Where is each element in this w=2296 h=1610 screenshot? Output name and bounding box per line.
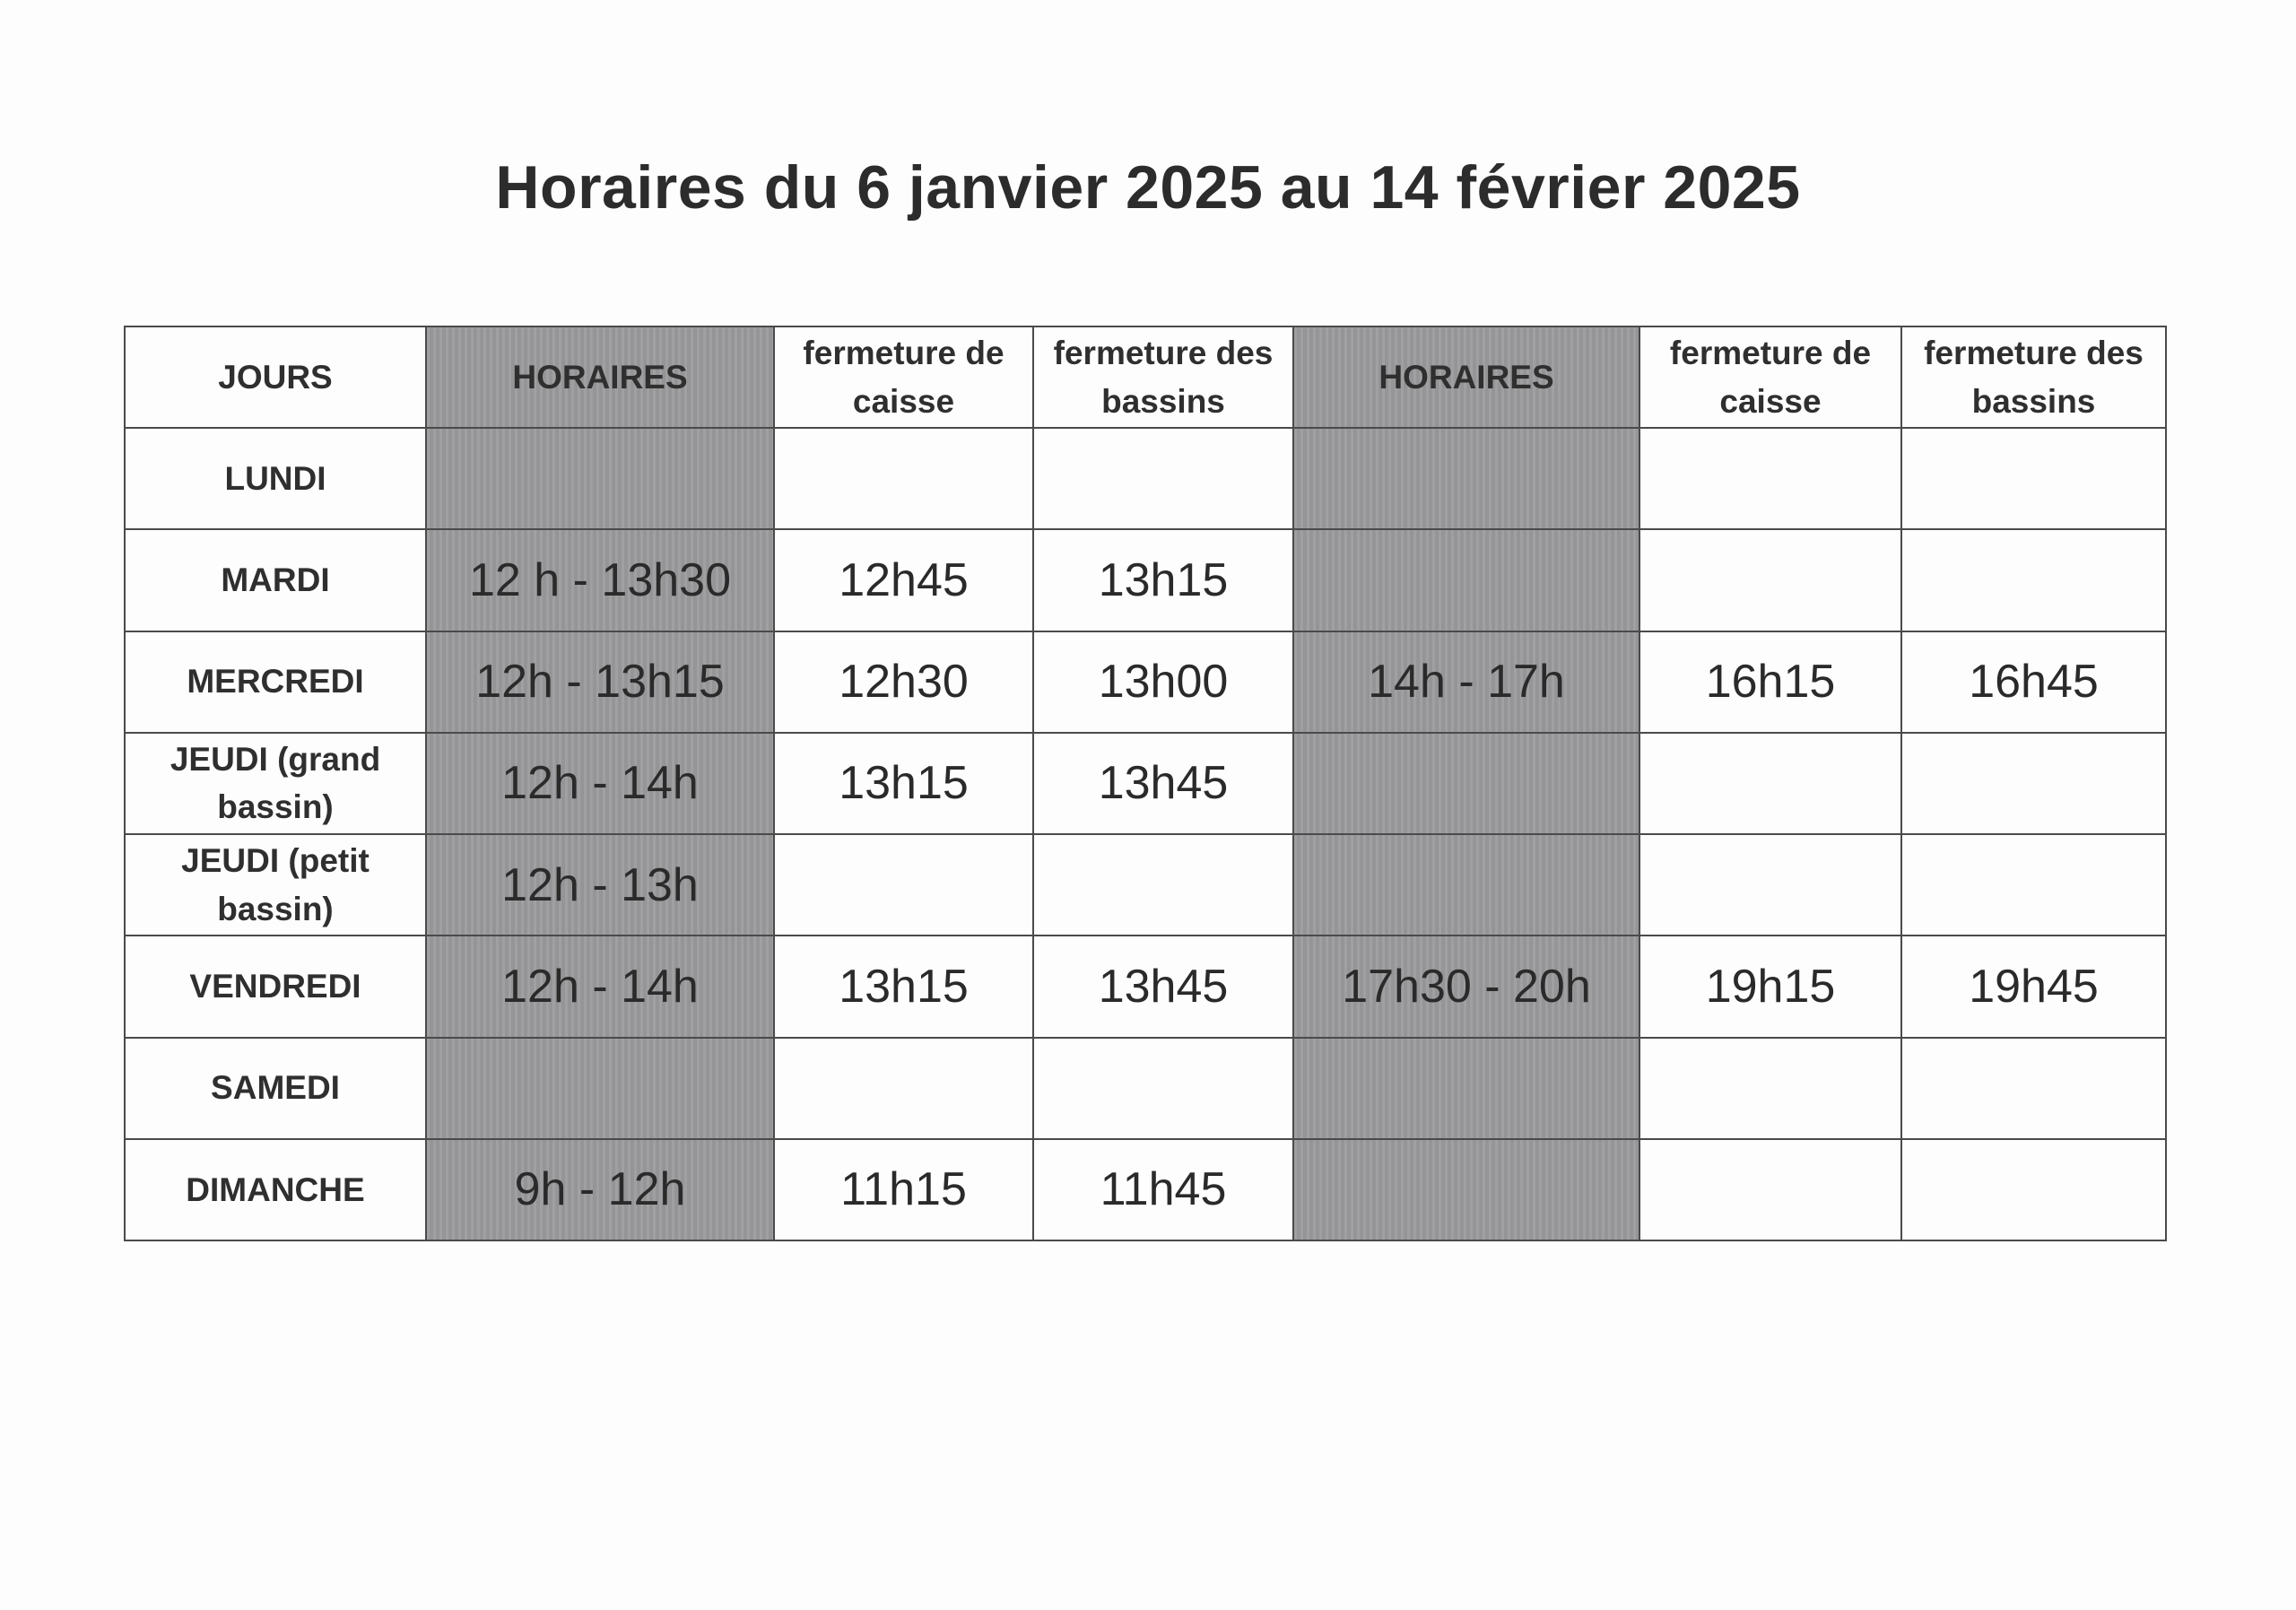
caisse-cell <box>1639 1139 1901 1240</box>
page-title: Horaires du 6 janvier 2025 au 14 février 2025 <box>495 153 1801 222</box>
horaires-cell: 12h - 14h <box>426 936 774 1037</box>
bassins-cell: 13h15 <box>1033 529 1293 631</box>
bassins-cell: 19h45 <box>1901 936 2166 1037</box>
bassins-cell <box>1901 1038 2166 1139</box>
header-fermeture-bassins-2: fermeture des bassins <box>1901 326 2166 428</box>
header-horaires-2: HORAIRES <box>1293 326 1639 428</box>
horaires-cell <box>1293 529 1639 631</box>
bassins-cell <box>1901 834 2166 936</box>
caisse-cell: 19h15 <box>1639 936 1901 1037</box>
day-cell: MERCREDI <box>125 631 426 733</box>
caisse-cell <box>774 834 1033 936</box>
caisse-cell: 11h15 <box>774 1139 1033 1240</box>
table-row <box>125 1038 2166 1139</box>
header-fermeture-caisse-2: fermeture de caisse <box>1639 326 1901 428</box>
horaires-cell: 12 h - 13h30 <box>426 529 774 631</box>
horaires-cell <box>1293 1038 1639 1139</box>
bassins-cell: 13h45 <box>1033 936 1293 1037</box>
table-row <box>125 733 2166 834</box>
bassins-cell <box>1901 529 2166 631</box>
horaires-cell <box>1293 834 1639 936</box>
horaires-cell: 9h - 12h <box>426 1139 774 1240</box>
day-cell: SAMEDI <box>125 1038 426 1139</box>
horaires-cell <box>426 428 774 529</box>
table-row <box>125 834 2166 936</box>
bassins-cell <box>1033 428 1293 529</box>
caisse-cell: 13h15 <box>774 936 1033 1037</box>
caisse-cell: 12h45 <box>774 529 1033 631</box>
bassins-cell: 13h45 <box>1033 733 1293 834</box>
header-fermeture-caisse-1: fermeture de caisse <box>774 326 1033 428</box>
caisse-cell <box>774 1038 1033 1139</box>
table-row <box>125 1139 2166 1240</box>
caisse-cell: 13h15 <box>774 733 1033 834</box>
bassins-cell <box>1033 834 1293 936</box>
day-cell: JEUDI (petit bassin) <box>125 834 426 936</box>
horaires-cell: 12h - 13h15 <box>426 631 774 733</box>
table-row <box>125 529 2166 631</box>
horaires-cell <box>1293 1139 1639 1240</box>
bassins-cell <box>1033 1038 1293 1139</box>
horaires-cell: 12h - 13h <box>426 834 774 936</box>
horaires-cell <box>426 1038 774 1139</box>
bassins-cell <box>1901 428 2166 529</box>
caisse-cell <box>1639 1038 1901 1139</box>
table-header-row <box>125 326 2166 428</box>
day-cell: DIMANCHE <box>125 1139 426 1240</box>
bassins-cell <box>1901 1139 2166 1240</box>
caisse-cell <box>1639 834 1901 936</box>
caisse-cell: 16h15 <box>1639 631 1901 733</box>
caisse-cell: 12h30 <box>774 631 1033 733</box>
schedule-table <box>124 326 2167 1241</box>
bassins-cell: 11h45 <box>1033 1139 1293 1240</box>
caisse-cell <box>774 428 1033 529</box>
horaires-cell: 12h - 14h <box>426 733 774 834</box>
caisse-cell <box>1639 529 1901 631</box>
table-row <box>125 936 2166 1037</box>
table-row <box>125 428 2166 529</box>
header-horaires-1: HORAIRES <box>426 326 774 428</box>
header-fermeture-bassins-1: fermeture des bassins <box>1033 326 1293 428</box>
day-cell: MARDI <box>125 529 426 631</box>
bassins-cell: 13h00 <box>1033 631 1293 733</box>
horaires-cell <box>1293 428 1639 529</box>
horaires-cell: 14h - 17h <box>1293 631 1639 733</box>
horaires-cell: 17h30 - 20h <box>1293 936 1639 1037</box>
table-row <box>125 631 2166 733</box>
day-cell: LUNDI <box>125 428 426 529</box>
header-jours: JOURS <box>125 326 426 428</box>
day-cell: VENDREDI <box>125 936 426 1037</box>
bassins-cell <box>1901 733 2166 834</box>
horaires-cell <box>1293 733 1639 834</box>
caisse-cell <box>1639 428 1901 529</box>
caisse-cell <box>1639 733 1901 834</box>
bassins-cell: 16h45 <box>1901 631 2166 733</box>
day-cell: JEUDI (grand bassin) <box>125 733 426 834</box>
